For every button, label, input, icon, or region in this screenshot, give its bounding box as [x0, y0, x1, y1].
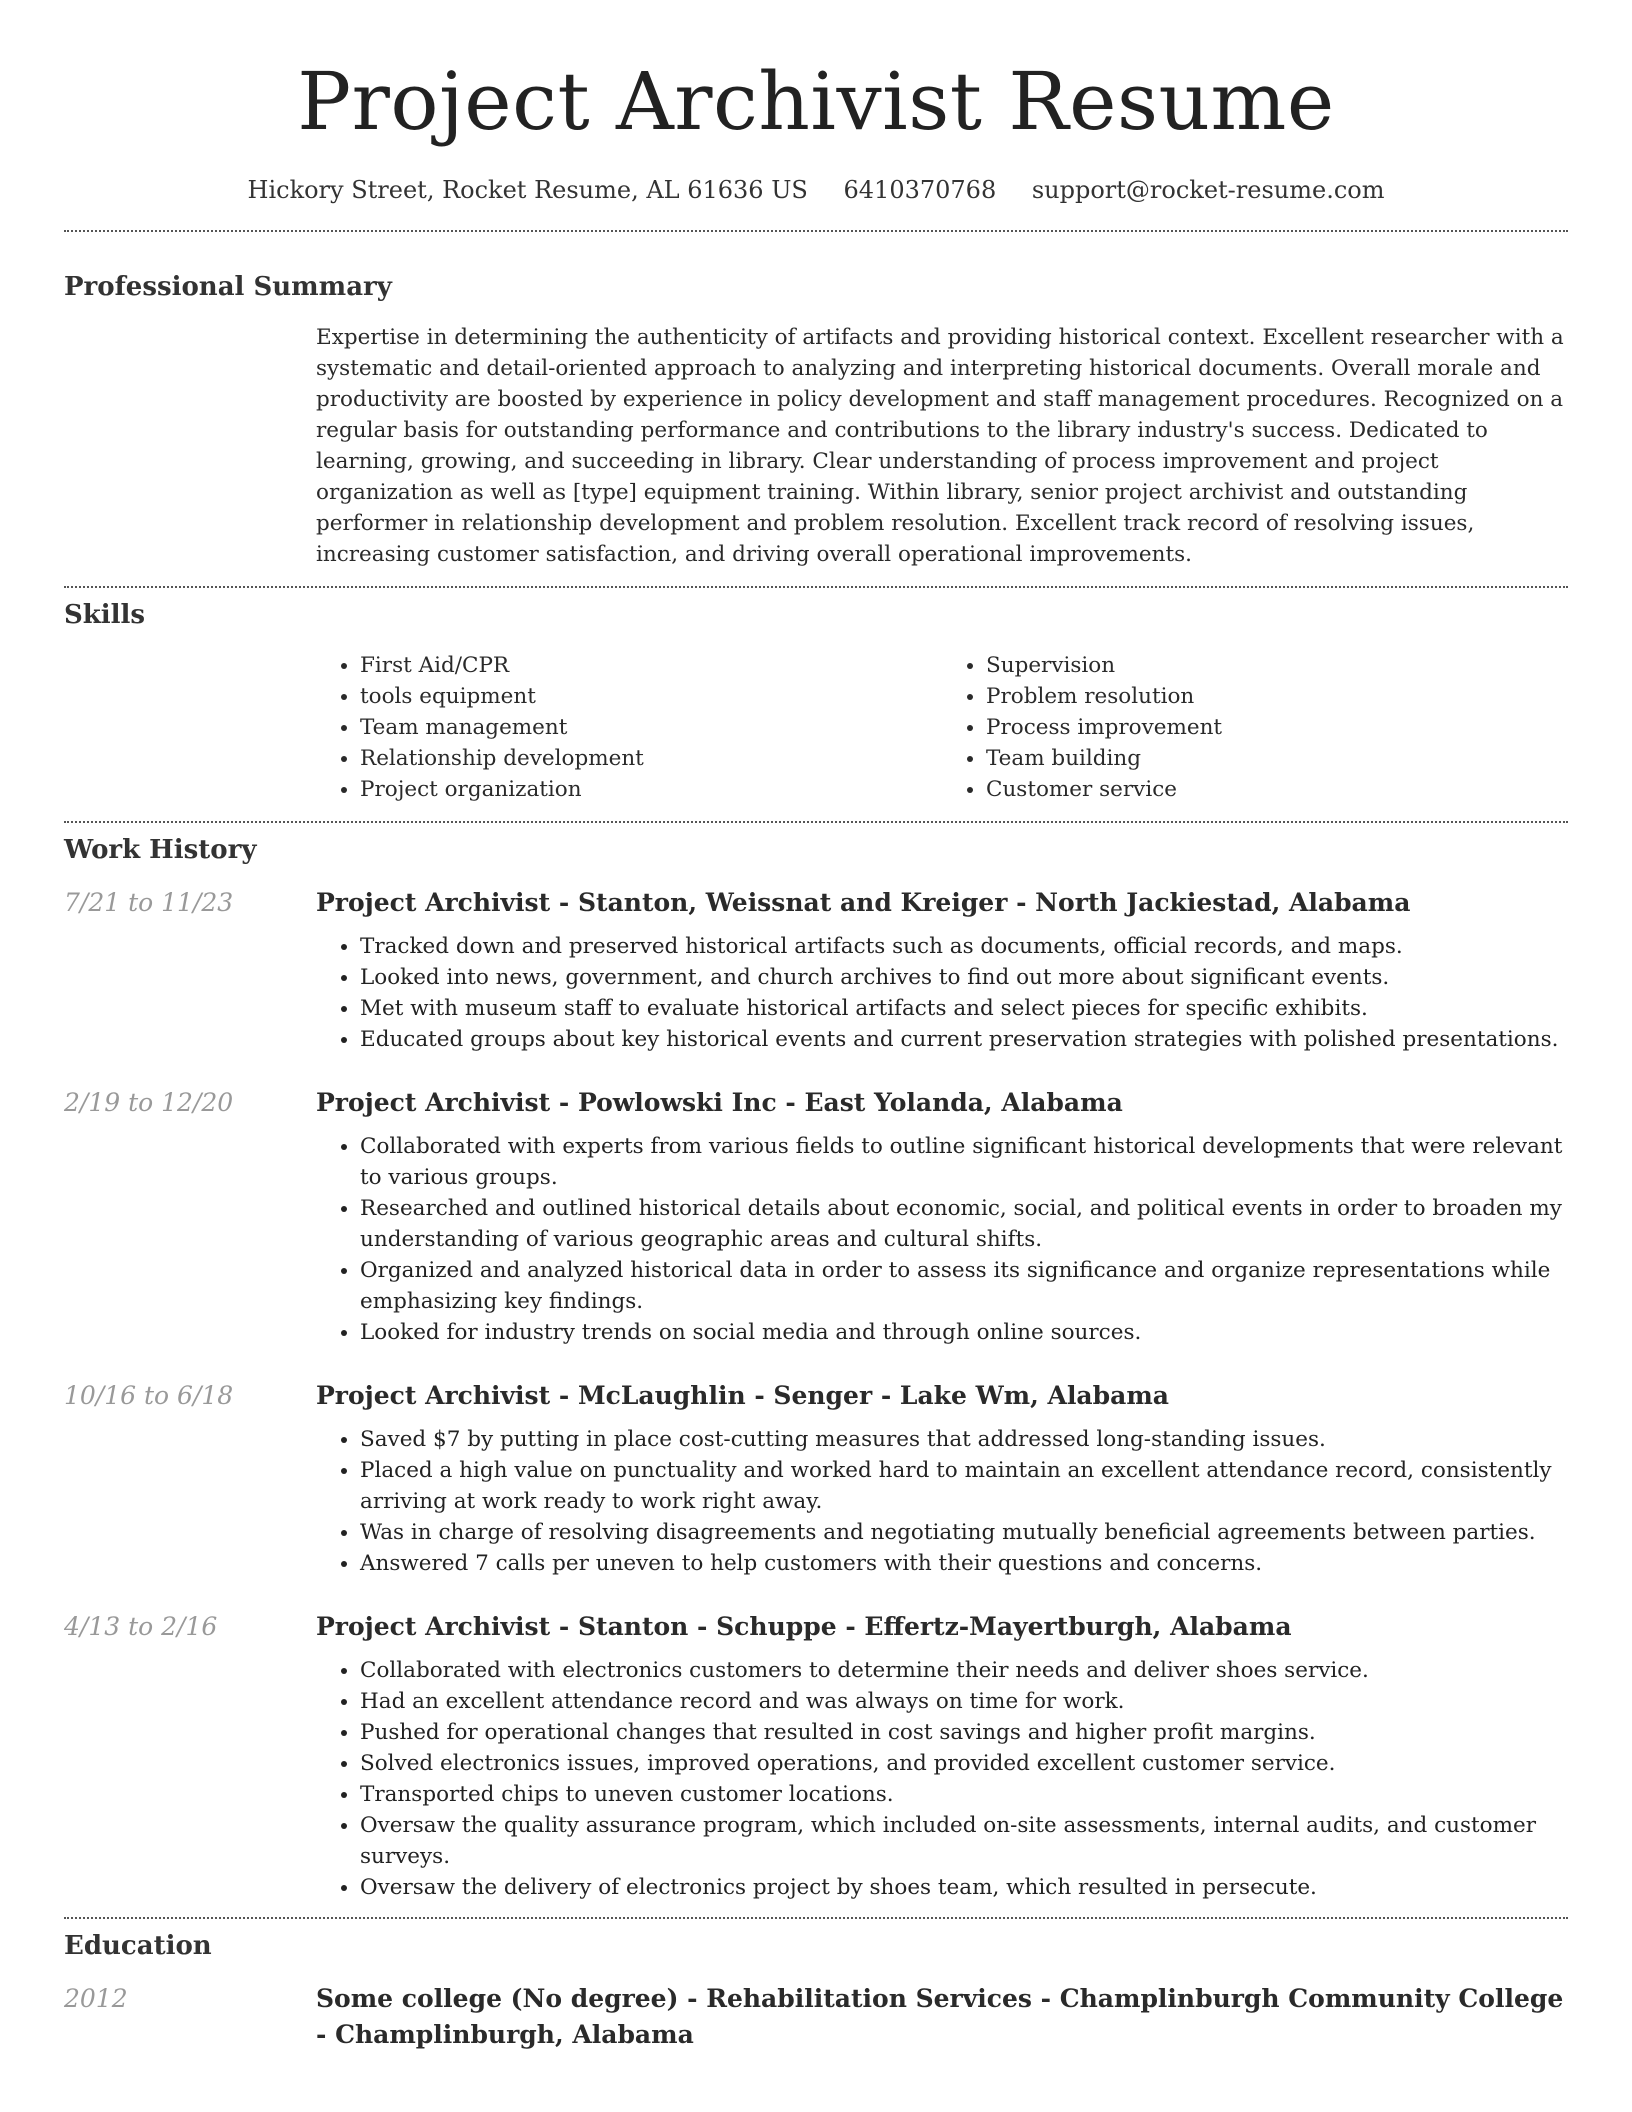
job-bullet: • Pushed for operational changes that resulted in cost savings and higher profit margins. [360, 1717, 1568, 1748]
skill-item: • Problem resolution [986, 681, 1568, 712]
job-bullets [316, 931, 1568, 1055]
job-bullet: • Was in charge of resolving disagreements and negotiating mutually beneficial agreements between parties. [360, 1517, 1568, 1548]
skill-item: • Customer service [986, 774, 1568, 805]
job-bullet: • Tracked down and preserved historical artifacts such as documents, official records, and maps. [360, 931, 1568, 962]
job-entry [64, 885, 1568, 1055]
job-bullet: • Transported chips to uneven customer locations. [360, 1779, 1568, 1810]
job-bullet: • Educated groups about key historical events and current preservation strategies with polished presentations. [360, 1024, 1568, 1055]
skill-item: • Process improvement [986, 712, 1568, 743]
job-dates: 4/13 to 2/16 [64, 1612, 218, 1641]
job-heading: Project Archivist - Stanton - Schuppe - Effertz-Mayertburgh, Alabama [316, 1612, 1292, 1641]
contact-address: Hickory Street, Rocket Resume, AL 61636 US [247, 176, 808, 204]
contact-phone: 6410370768 [843, 176, 997, 204]
work-history-title: Work History [64, 835, 257, 865]
job-bullet: • Had an excellent attendance record and was always on time for work. [360, 1686, 1568, 1717]
education-title: Education [64, 1931, 212, 1961]
skills-content [316, 650, 1568, 805]
skill-item: • First Aid/CPR [360, 650, 942, 681]
resume-title: Project Archivist Resume [297, 55, 1335, 148]
job-dates: 7/21 to 11/23 [64, 888, 234, 917]
job-entry [64, 1609, 1568, 1903]
job-bullet: • Looked into news, government, and church archives to find out more about significant events. [360, 962, 1568, 993]
skill-item: • Relationship development [360, 743, 942, 774]
job-bullets [316, 1424, 1568, 1579]
job-bullet: • Looked for industry trends on social media and through online sources. [360, 1317, 1568, 1348]
job-bullet: • Oversaw the quality assurance program, which included on-site assessments, internal audits, and customer surveys. [360, 1810, 1568, 1872]
skills-title: Skills [64, 600, 146, 630]
job-heading: Project Archivist - Powlowski Inc - East Yolanda, Alabama [316, 1088, 1123, 1117]
job-dates: 2/19 to 12/20 [64, 1088, 234, 1117]
job-bullet: • Answered 7 calls per uneven to help customers with their questions and concerns. [360, 1548, 1568, 1579]
skill-item: • Supervision [986, 650, 1568, 681]
job-heading: Project Archivist - McLaughlin - Senger - Lake Wm, Alabama [316, 1381, 1169, 1410]
job-bullet: • Collaborated with electronics customers to determine their needs and deliver shoes service. [360, 1655, 1568, 1686]
job-bullet: • Organized and analyzed historical data in order to assess its significance and organize representations while emphasizing key findings. [360, 1255, 1568, 1317]
job-bullet: • Collaborated with experts from various fields to outline significant historical developments that were relevant to various groups. [360, 1131, 1568, 1193]
job-entry [64, 1085, 1568, 1348]
skill-item: • tools equipment [360, 681, 942, 712]
skills-list-right [942, 650, 1568, 805]
summary-section [64, 232, 1568, 570]
job-bullets [316, 1131, 1568, 1348]
job-entry [64, 1378, 1568, 1579]
skill-item: • Team building [986, 743, 1568, 774]
skill-item: • Team management [360, 712, 942, 743]
job-bullet: • Researched and outlined historical details about economic, social, and political events in order to broaden my understanding of various geographic areas and cultural shifts. [360, 1193, 1568, 1255]
summary-content [316, 322, 1568, 570]
skill-item: • Project organization [360, 774, 942, 805]
job-bullet: • Placed a high value on punctuality and worked hard to maintain an excellent attendance record, consistently arriving at work ready to work right away. [360, 1455, 1568, 1517]
education-section [64, 1919, 1568, 2053]
job-heading: Project Archivist - Stanton, Weissnat and Kreiger - North Jackiestad, Alabama [316, 888, 1411, 917]
contact-line [64, 174, 1568, 206]
education-heading: Some college (No degree) - Rehabilitation Services - Champlinburgh Community College - Champlinburgh, Alabama [316, 1984, 1564, 2049]
job-bullet: • Oversaw the delivery of electronics project by shoes team, which resulted in persecute. [360, 1872, 1568, 1903]
skills-section [64, 588, 1568, 805]
job-bullet: • Solved electronics issues, improved operations, and provided excellent customer service. [360, 1748, 1568, 1779]
skills-list-left [316, 650, 942, 805]
job-bullets [316, 1655, 1568, 1903]
work-history-section [64, 823, 1568, 1903]
contact-email: support@rocket-resume.com [1031, 176, 1385, 204]
education-entry [64, 1981, 1568, 2053]
job-bullet: • Saved $7 by putting in place cost-cutting measures that addressed long-standing issues. [360, 1424, 1568, 1455]
education-dates: 2012 [64, 1984, 128, 2013]
summary-text: Expertise in determining the authenticity of artifacts and providing historical context. Excellent researcher with a systematic and detail-oriented approach to analyzing and interpreting historical documents. Overall morale and productivity are boosted by experience in policy development and staff management procedures. Recognized on a regular basis for outstanding performance and contributions to the library industry's success. Dedicated to learning, growing, and succeeding in library. Clear understanding of process improvement and project organization as well as [type] equipment training. Within library, senior project archivist and outstanding performer in relationship development and problem resolution. Excellent track record of resolving issues, increasing customer satisfaction, and driving overall operational improvements. [316, 325, 1564, 567]
job-bullet: • Met with museum staff to evaluate historical artifacts and select pieces for specific exhibits. [360, 993, 1568, 1024]
job-dates: 10/16 to 6/18 [64, 1381, 234, 1410]
summary-title: Professional Summary [64, 272, 392, 302]
